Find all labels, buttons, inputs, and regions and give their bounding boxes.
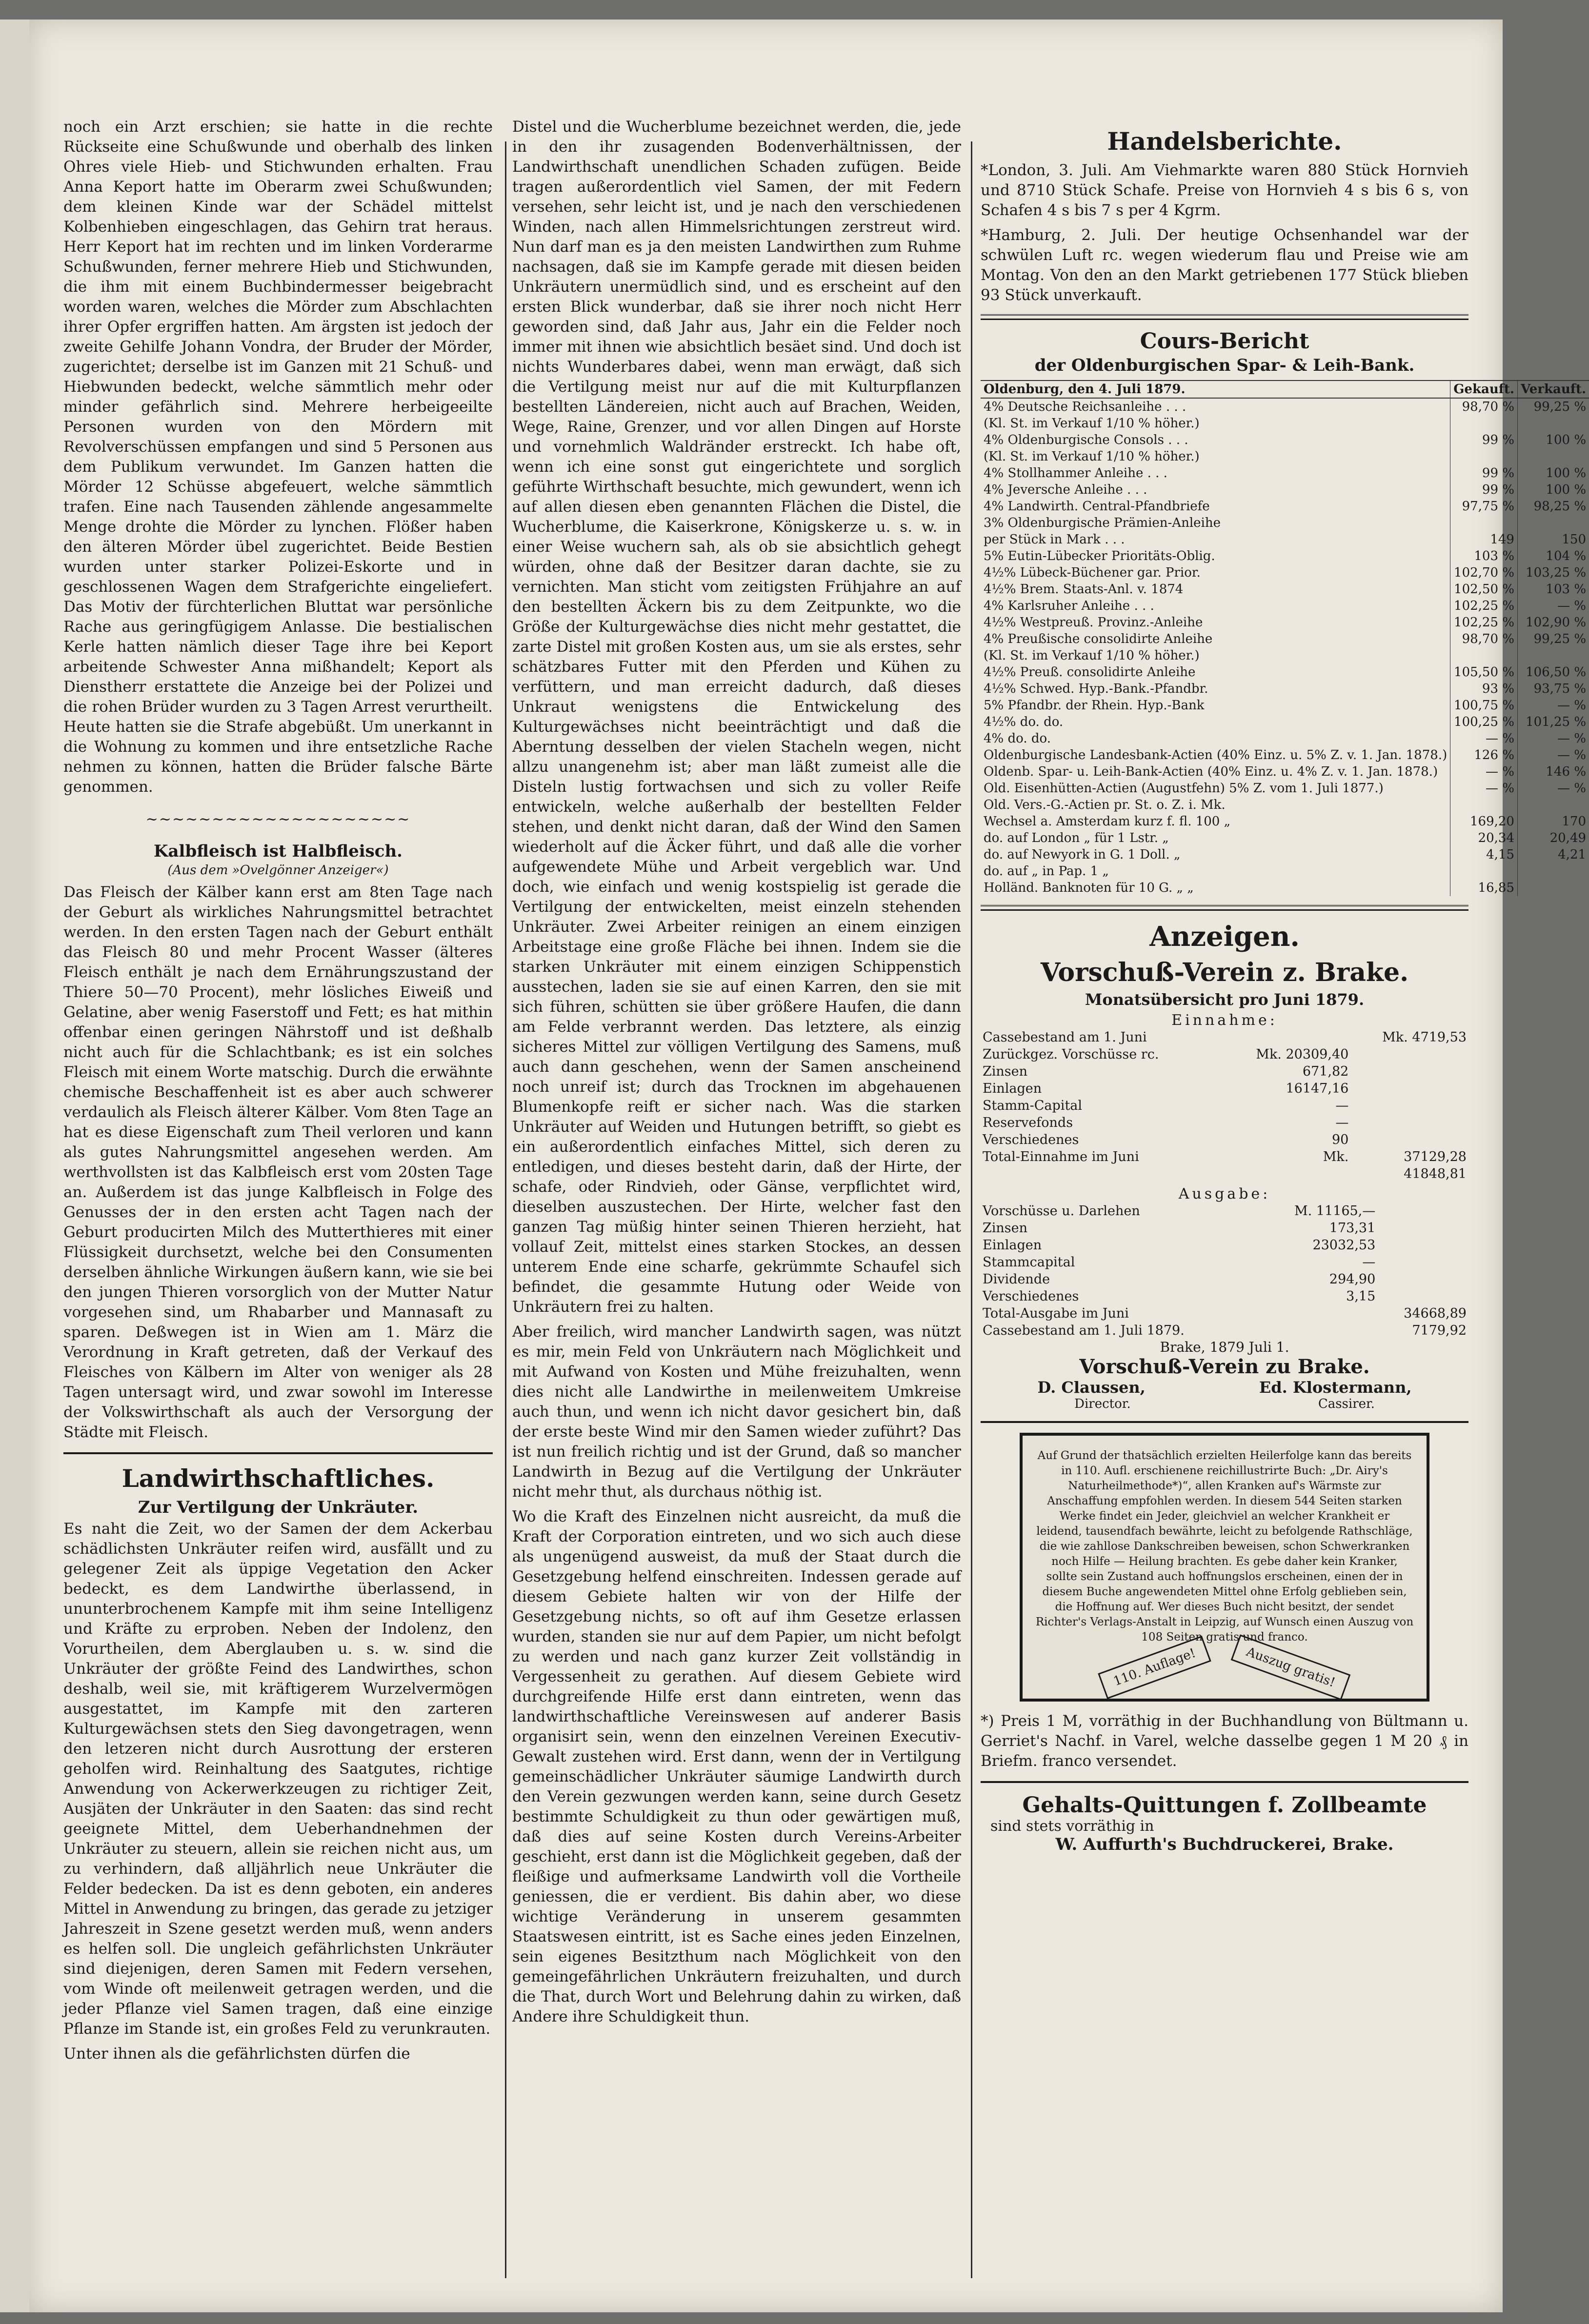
ausgabe-row-cell: Zinsen	[983, 1221, 1028, 1236]
cours-row-cell: 102,90 %	[1526, 615, 1587, 630]
stamp-auszug: Auszug gratis!	[1231, 1634, 1351, 1700]
stamp-auflage: 110. Auflage!	[1098, 1636, 1211, 1699]
ausgabe-row-cell	[1377, 1237, 1468, 1254]
vorschuss-footer: Vorschuß-Verein zu Brake.	[1079, 1355, 1370, 1378]
cours-row-cell: 4% Deutsche Reichsanleihe . . .	[981, 398, 1450, 415]
ausgabe-row	[981, 1305, 1468, 1322]
column-rule	[505, 141, 506, 2278]
monatsuebersicht: Monatsübersicht pro Juni 1879.	[1085, 990, 1365, 1009]
ausgabe-heading: Ausgabe:	[1178, 1185, 1271, 1202]
cours-row	[981, 681, 1589, 697]
article-continuation: noch ein Arzt erschien; sie hatte in die rechte Rückseite eine Schußwunde und oberhalb des linken Ohres viele Hieb- und Stichwunden erhalten. Frau Anna Keport hatte im Oberarm zwei Schußwunden; dem kleinen Kinde war der Schädel mittelst Kolbenhieben eingeschlagen, das Gehirn trat heraus. Herr Keport hat im rechten und im linken Vorderarme Schußwunden, ferner mehrere Hieb und Stichwunden, die ihm mit einem Buchbindermesser beigebracht worden waren, welches die Mörder zum Abschlachten ihrer Opfer ergriffen hatten. Am ärgsten ist jedoch der zweite Gehilfe Johann Vondra, der Bruder der Mörder, zugerichtet; derselbe ist im Ganzen mit 21 Schuß- und Hiebwunden bedeckt, welche sämmtlich mehr oder minder gefährlich sind. Mehrere herbeigeeilte Personen wurden von den Mördern mit Revolverschüssen empfangen und sind 5 Personen aus dem Publikum verwundet. Im Ganzen hatten die Mörder 12 Schüsse abgefeuert, welche sämmtlich trafen. Eine nach Tausenden zählende angesammelte Menge drohte die Mörder zu lynchen. Flößer haben den älteren Mörder übel zugerichtet. Beide Bestien wurden unter starker Polizei-Eskorte und in geschlossenen Wagen dem Strafgerichte eingeliefert. Das Motiv der fürchterlichen Bluttat war persönliche Rache aus geringfügigem Anlasse. Die bestialischen Kerle hatten nämlich dieser Tage ihre bei Keport arbeitende Schwester Anna mißhandelt; Keport als Dienstherr erstattete die Anzeige bei der Polizei und die rohen Brüder wurden zu 3 Tagen Arrest verurtheilt. Heute hatten sie die Strafe abgebüßt. Um unerkannt in die Wohnung zu kommen und ihre entsetzliche Rache nehmen zu können, hatten die Brüder falsche Bärte genommen.	[63, 118, 493, 796]
landwirthschaft-subtitle: Zur Vertilgung der Unkräuter.	[138, 1498, 419, 1517]
cours-row	[981, 880, 1589, 896]
cours-row-cell: — %	[1557, 698, 1587, 713]
ausgabe-row-cell: Stammcapital	[983, 1255, 1075, 1270]
landwirthschaft-heading: Landwirthschaftliches.	[121, 1464, 435, 1493]
cours-row	[981, 515, 1589, 531]
einnahme-row-cell: Stamm-Capital	[983, 1098, 1083, 1113]
cours-row-cell: do. auf Newyork in G. 1 Doll. „	[981, 846, 1450, 863]
cours-row	[981, 432, 1589, 448]
unkraut-text-3: Wo die Kraft des Einzelnen nicht ausreicht, da muß die Kraft der Corporation eintreten, und wo sich auch diese als ungenügend ausweist, da muß der Staat durch die Gesetzgebung helfend einschreiten. Indessen gerade auf diesem Gebiete halten wir von der Hilfe der Gesetzgebung nichts, so oft auf ihm Gesetze erlassen wurden, standen sie nur auf dem Papier, um nicht befolgt zu werden und nach ganz kurzer Zeit vollständig in Vergessenheit zu gerathen. Auf diesem Gebiete wird durchgreifende Hilfe erst dann eintreten, wenn das landwirthschaftliche Vereinswesen auf anderer Basis organisirt sein, wenn den einzelnen Vereinen Executiv-Gewalt zustehen wird. Erst dann, wenn der in Vertilgung gemeinschädlicher Unkräuter säumige Landwirth durch den Verein gezwungen werden kann, seine durch Gesetz bestimmte Schuldigkeit zu thun oder gewärtigen muß, daß dies auf seine Kosten durch Vereins-Arbeiter geschieht, erst dann ist die Möglichkeit gegeben, daß der fleißige und aufmerksame Landwirth voll die Vortheile geniessen, die er verdient. Bis dahin aber, wo diese wichtige Veränderung in unserem gesammten Staatswesen eintritt, ist es Sache eines jeden Einzelnen, sein eigenes Besitzthum nach Möglichkeit von den gemeingefährlichen Unkräutern freizuhalten, und durch die That, durch Wort und Belehrung dahin zu wirken, daß Andere ihre Schuldigkeit thun.	[512, 1508, 961, 2025]
ausgabe-row	[981, 1322, 1468, 1339]
cours-row	[981, 598, 1589, 614]
cours-row-cell: 98,70 %	[1450, 398, 1518, 415]
cours-header-row	[981, 381, 1589, 398]
cours-row	[981, 813, 1589, 830]
cours-row	[981, 581, 1589, 598]
cours-row-cell: 98,70 %	[1450, 631, 1518, 647]
ausgabe-row	[981, 1254, 1468, 1271]
cours-row	[981, 448, 1589, 465]
einnahme-row-cell	[1350, 1046, 1468, 1063]
einnahme-row-cell	[1222, 1165, 1351, 1182]
section-divider	[981, 314, 1468, 320]
cours-row	[981, 614, 1589, 631]
cours-row-cell: 97,75 %	[1450, 498, 1518, 515]
separator: ~~~~~~~~~~~~~~~~~~~~	[145, 811, 411, 828]
cours-row-cell: 4½% Lübeck-Büchener gar. Prior.	[981, 564, 1450, 581]
ausgabe-row-cell	[1377, 1220, 1468, 1237]
handels-hamburg: *Hamburg, 2. Juli. Der heutige Ochsenhandel war der schwülen Luft rc. wegen wiederum flau und Preise wie am Montag. Von den an den Markt getriebenen 177 Stück blieben 93 Stück unverkauft.	[981, 226, 1468, 304]
einnahme-row-cell	[1350, 1114, 1468, 1131]
cours-row-cell: — %	[1557, 748, 1587, 762]
unkraut-text-2: Aber freilich, wird mancher Landwirth sagen, was nützt es mir, mein Feld von Unkräutern nach Möglichkeit und mit Aufwand von Kosten und Mühe freizuhalten, wenn dies nicht alle Landwirthe in meilenweitem Umkreise auch thun, und wenn ich nicht davor gesichert bin, daß der erste beste Wind mir den Samen wieder zuführt? Das ist nun freilich richtig und ist der Grund, daß so mancher Landwirth in Bezug auf die Vertilgung der Unkräuter nicht mehr thut, als durchaus nöthig ist.	[512, 1323, 961, 1501]
unkraut-text-1: Distel und die Wucherblume bezeichnet werden, die, jede in den ihr zusagenden Bodenverhältnissen, der Landwirthschaft unendlichen Schaden zufügen. Beide tragen außerordentlich viel Samen, der mit Federn versehen, sehr leicht ist, und je nach den verschiedenen Winden, nach allen Himmelsrichtungen zerstreut wird. Nun darf man es ja den meisten Landwirthen zum Ruhme nachsagen, daß sie im Kampfe gerade mit diesen beiden Unkräutern unermüdlich sind, und es erscheint auf den ersten Blick wunderbar, daß sie ihrer noch nicht Herr geworden sind, daß Jahr aus, Jahr ein die Felder noch immer mit ihnen wie absichtlich besäet sind. Und doch ist nichts Wunderbares dabei, wenn man erwägt, daß sich die Vertilgung meist nur auf die mit Kulturpflanzen bestellten Ländereien, nicht auch auf Brachen, Weiden, Wege, Raine, Grenzer, und vor allen Dingen auf Horste und vornehmlich Waldränder erstreckt. Ich habe oft, wenn ich eine sonst gut eingerichtete und sorglich geführte Wirthschaft besuchte, mich gewundert, wenn ich auf allen diesen eben genannten Flächen die Distel, die Wucherblume, die Kaiserkrone, Königskerze u. s. w. in einer Weise wuchern sah, als ob sie absichtlich gehegt würden, ohne daß der Besitzer daran dachte, sie zu vernichten. Man sticht vom zeitigsten Frühjahre an auf den bestellten Äckern bis zu dem Zeitpunkte, wo die Größe der Kulturgewächse dies nicht mehr gestattet, die zarte Distel mit großen Kosten aus, um sie als erstes, sehr schätzbares Futter mit den Pferden und Kühen zu verfüttern, und man erreicht dadurch, daß dieses Unkraut wenigstens die Entwickelung des Kulturgewächses nicht beeinträchtigt und daß die Aberntung desselben der vielen Stacheln wegen, nicht allzu unangenehm ist; aber man läßt zumeist alle die Disteln lustig fortwachsen und sich zu voller Reife entwickeln, welche außerhalb der bestellten Felder stehen, und denkt nicht daran, daß der Wind den Samen wiederholt auf die Äcker führt, und daß alle die vorher aufgewendete Mühe und Arbeit vergeblich war. Und doch, wie einfach und wenig kostspielig ist gerade die Vertilgung der entwickelten, meist einzeln stehenden Unkräuter. Zwei Arbeiter reinigen an einem einzigen Arbeitstage eine große Fläche bei ihnen. Indem sie die starken Unkräuter mit einem einzigen Schippenstich ausstechen, laden sie sie auf einen Karren, den sie mit sich führen, schütten sie über größere Haufen, die dann am Felde verbrannt werden. Das letztere, als einzig sicheres Mittel zur völligen Vertilgung des Samens, muß auch dann geschehen, wenn der Samen anscheinend noch unreif ist; durch das Trocknen im abgehauenen Blumenkopfe reift er sicher nach. Was die starken Unkräuter auf Weiden und Hutungen betrifft, so giebt es ein außerordentlich einfaches Mittel, sich deren zu entledigen, und dieses besteht darin, daß der Hirte, der schafe, oder Rindvieh, oder Gänse, verpflichtet wird, dieselben auszustechen. Der Hirte, welcher fast den ganzen Tag müßig hinter seinen Thieren herzieht, hat vollauf Zeit, mittelst eines starken Stockes, an dessen unterem Ende eine scharfe, gekrümmte Schaufel sich befindet, die gesammte Hutung oder Weide von Unkräutern frei zu halten.	[512, 118, 961, 1316]
ausgabe-row-cell	[1261, 1305, 1377, 1322]
role-director: Director.	[1074, 1397, 1131, 1411]
cours-row	[981, 730, 1589, 747]
cours-row-cell: Oldenb. Spar- u. Leih-Bank-Actien (40% Einz. u. 4% Z. v. 1. Jan. 1878.)	[981, 763, 1450, 780]
gehalts-firm: W. Auffurth's Buchdruckerei, Brake.	[1055, 1835, 1394, 1854]
cours-row	[981, 664, 1589, 681]
cours-row-cell: 103 %	[1546, 582, 1587, 597]
ausgabe-row-cell: 173,31	[1329, 1221, 1376, 1236]
cours-row-cell: 99,25 %	[1533, 400, 1587, 414]
einnahme-row-cell	[1222, 1029, 1351, 1046]
cours-row-cell: 169,20	[1450, 813, 1518, 830]
cours-row	[981, 531, 1589, 548]
brake-date: Brake, 1879 Juli 1.	[1160, 1339, 1289, 1355]
signer-cassirer: Ed. Klostermann,	[1259, 1378, 1412, 1397]
cours-row-cell: do. auf „ in Pap. 1 „	[981, 863, 1450, 880]
column-right	[981, 117, 1587, 2278]
ausgabe-row-cell: 7179,92	[1412, 1323, 1467, 1338]
cours-row-cell: 126 %	[1450, 747, 1518, 763]
einnahme-row-cell	[1350, 1080, 1468, 1097]
cours-row-cell: 4% Stollhammer Anleihe . . .	[981, 465, 1450, 481]
cours-row-cell	[1450, 415, 1518, 432]
cours-header-cell: Oldenburg, den 4. Juli 1879.	[981, 381, 1450, 398]
cours-row-cell: 105,50 %	[1450, 664, 1518, 681]
cours-row-cell: 102,25 %	[1450, 614, 1518, 631]
cours-row-cell: 100 %	[1546, 433, 1587, 447]
einnahme-row-cell: Zinsen	[983, 1064, 1028, 1079]
kalbfleisch-source: (Aus dem »Ovelgönner Anzeiger«)	[167, 863, 389, 878]
cours-row-cell: per Stück in Mark . . .	[981, 531, 1450, 548]
einnahme-row-cell: 90	[1331, 1132, 1349, 1147]
cours-row	[981, 631, 1589, 647]
cours-row-cell: — %	[1450, 763, 1518, 780]
cours-row-cell: 4% Karlsruher Anleihe . . .	[981, 598, 1450, 614]
cours-row-cell: — %	[1557, 599, 1587, 613]
ausgabe-row	[981, 1202, 1468, 1220]
cours-row-cell: — %	[1450, 730, 1518, 747]
cours-row-cell	[1450, 515, 1518, 531]
section-divider	[63, 1452, 493, 1454]
cours-row-cell: 102,25 %	[1450, 598, 1518, 614]
einnahme-row-cell: —	[1335, 1098, 1349, 1113]
einnahme-row-cell: Mk. 20309,40	[1256, 1047, 1349, 1062]
cours-row-cell: 20,34	[1450, 830, 1518, 846]
cours-row-cell: 5% Pfandbr. der Rhein. Hyp.-Bank	[981, 697, 1450, 714]
cours-row-cell: Wechsel a. Amsterdam kurz f. fl. 100 „	[981, 813, 1450, 830]
einnahme-row-cell: Reservefonds	[983, 1115, 1073, 1130]
cours-row-cell: 99 %	[1450, 432, 1518, 448]
kalbfleisch-text: Das Fleisch der Kälber kann erst am 8ten Tage nach der Geburt als wirkliches Nahrungsmittel betrachtet werden. In den ersten Tagen nach der Geburt enthält das Fleisch 80 und mehr Procent Wasser (älteres Fleisch enthält je nach dem Ernährungszustand der Thiere 50—70 Procent), mehr lösliches Eiweiß und Gelatine, aber wenig Faserstoff und Fett; es hat mithin offenbar einen geringen Nährstoff und ist deßhalb nicht auch für die Schlachtbank; es ist ein solches Fleisch mit einem Worte matschig. Durch die erwähnte chemische Beschaffenheit ist es aber auch schwerer verdaulich als Fleisch älterer Kälber. Vom 8ten Tage an hat es diese Eigenschaft zum Theil verloren und kann als gutes Nahrungsmittel angesehen werden. Am werthvollsten ist das Kalbfleisch erst vom 20sten Tage an. Außerdem ist das junge Kalbfleisch in Folge des Genusses der in den ersten acht Tagen nach der Geburt producirten Milch des Mutterthieres mit einer Flüssigkeit durchsetzt, welche bei den Consumenten derselben ähnliche Wirkungen äußern kann, wie sie bei den jungen Thieren vorsorglich von der Mutter Natur vorgesehen sind, um Rhabarber und Mannasaft zu sparen. Deßwegen ist in Wien am 1. März die Verordnung in Kraft getreten, daß der Verkauf des Fleisches von Kälbern im Alter von weniger als 28 Tagen untersagt wird, und zwar sowohl im Interesse der Volkswirthschaft als auch der Versorgung der Städte mit Fleisch.	[63, 883, 493, 1441]
ausgabe-row	[981, 1237, 1468, 1254]
cours-row-cell: — %	[1557, 781, 1587, 796]
cours-row-cell	[1450, 448, 1518, 465]
ad-stamps	[1035, 1644, 1414, 1690]
cours-row-cell: 100 %	[1546, 466, 1587, 481]
einnahme-row-cell: 16147,16	[1286, 1081, 1349, 1096]
cours-row	[981, 830, 1589, 846]
cours-row-cell	[1450, 647, 1518, 664]
cours-row-cell	[1517, 863, 1589, 880]
cours-row-cell: Oldenburgische Landesbank-Actien (40% Einz. u. 5% Z. v. 1. Jan. 1878.)	[981, 747, 1450, 763]
cours-row-cell: — %	[1450, 780, 1518, 797]
ausgabe-row-cell: 294,90	[1329, 1272, 1376, 1287]
einnahme-row-cell	[1350, 1097, 1468, 1114]
cours-row	[981, 465, 1589, 481]
cours-row-cell: 102,50 %	[1450, 581, 1518, 598]
cours-row	[981, 763, 1589, 780]
ausgabe-row-cell	[1377, 1271, 1468, 1288]
cours-row-cell: 146 %	[1546, 764, 1587, 779]
cours-row-cell: Old. Eisenhütten-Actien (Augustfehn) 5% Z. vom 1. Juli 1877.)	[981, 780, 1450, 797]
cours-header-cell: Verkauft.	[1517, 381, 1589, 398]
cours-row-cell: (Kl. St. im Verkauf 1/10 % höher.)	[981, 647, 1450, 664]
cours-row-cell: 4% Landwirth. Central-Pfandbriefe	[981, 498, 1450, 515]
cours-row-cell: 4% Oldenburgische Consols . . .	[981, 432, 1450, 448]
cours-row-cell	[1450, 797, 1518, 813]
cours-row	[981, 415, 1589, 432]
cours-row-cell: Holländ. Banknoten für 10 G. „ „	[981, 880, 1450, 896]
einnahme-row	[981, 1029, 1468, 1046]
column-left	[63, 117, 493, 2278]
signers	[981, 1378, 1468, 1397]
gehalts-title: Gehalts-Quittungen f. Zollbeamte	[1022, 1793, 1427, 1818]
cours-row	[981, 548, 1589, 564]
einnahme-row-cell: 41848,81	[1404, 1166, 1467, 1182]
ausgabe-row-cell	[1261, 1322, 1377, 1339]
cours-row-cell: 4½% do. do.	[981, 714, 1450, 730]
newspaper-page	[29, 20, 1587, 2312]
ausgabe-row	[981, 1220, 1468, 1237]
cours-row-cell: 4% Jeversche Anleihe . . .	[981, 481, 1450, 498]
cours-row-cell: 4,15	[1450, 846, 1518, 863]
ausgabe-row-cell: Verschiedenes	[983, 1289, 1079, 1304]
landwirthschaft-text: Es naht die Zeit, wo der Samen der dem Ackerbau schädlichsten Unkräuter reifen wird, ausfällt und zu gelegener Zeit als üppige Vegetation den Acker bedeckt, es dem Landwirthe überlassend, in ununterbrochenem Kampfe mit ihm seine Intelligenz und Kräfte zu erproben. Neben der Indolenz, den Vorurtheilen, dem Aberglauben u. s. w. sind die Unkräuter der größte Feind des Landwirthes, schon deshalb, weil sie, mit kräftigerem Wurzelvermögen ausgestattet, im Kampfe mit den zarteren Kulturgewächsen stets den Sieg davongetragen, wenn den letzeren nicht durch Ausrottung der ersteren geholfen wird. Reinhaltung des Saatgutes, richtige Anwendung von Ackerwerkzeugen zu richtiger Zeit, Ausjäten der Unkräuter in den Saaten: das sind recht geeignete Mittel, dem Ueberhandnehmen der Unkräuter zu steuern, allein sie reichen nicht aus, um zu verhindern, daß alljährlich neue Unkräuter die Felder bedecken. Da ist es denn geboten, ein anderes Mittel in Anwendung zu bringen, das gerade zu jetziger Jahreszeit in Szene gesetzt werden muß, wenn anders es helfen soll. Die ungleich gefährlichsten Unkräuter sind diejenigen, deren Samen mit Federn versehen, vom Winde oft meilenweit getragen werden, und die jeder Pflanze viel Samen tragen, daß eine einzige Pflanze im Stande ist, ein großes Feld zu verunkrauten.	[63, 1520, 493, 2038]
einnahme-row-cell: —	[1335, 1115, 1349, 1130]
cours-row-cell: 99 %	[1450, 465, 1518, 481]
cours-body	[981, 398, 1589, 896]
cours-row-cell: 103,25 %	[1526, 565, 1587, 580]
column-rule	[971, 141, 972, 2278]
einnahme-row-cell: Mk.	[1323, 1149, 1349, 1164]
cours-row	[981, 747, 1589, 763]
cours-row-cell: 101,25 %	[1526, 715, 1587, 729]
signer-director: D. Claussen,	[1037, 1378, 1146, 1397]
cours-row-cell: do. auf London „ für 1 Lstr. „	[981, 830, 1450, 846]
cours-row-cell	[1517, 515, 1589, 531]
einnahme-row	[981, 1131, 1468, 1148]
kalbfleisch-title: Kalbfleisch ist Halbfleisch.	[153, 841, 403, 861]
cours-row-cell: 4½% Brem. Staats-Anl. v. 1874	[981, 581, 1450, 598]
cours-row-cell: 4½% Preuß. consolidirte Anleihe	[981, 664, 1450, 681]
vorschuss-title: Vorschuß-Verein z. Brake.	[1040, 958, 1409, 987]
cours-row-cell: 100,25 %	[1450, 714, 1518, 730]
ausgabe-row-cell: 23032,53	[1312, 1238, 1376, 1253]
cours-row-cell: 4,21	[1558, 847, 1587, 862]
cours-row	[981, 846, 1589, 863]
cours-row-cell: 99,25 %	[1533, 632, 1587, 646]
cours-row-cell	[1517, 415, 1589, 432]
section-divider	[981, 905, 1468, 911]
ausgabe-row-cell: Total-Ausgabe im Juni	[983, 1306, 1129, 1321]
cours-row-cell	[1450, 863, 1518, 880]
ausgabe-row	[981, 1271, 1468, 1288]
anzeigen-heading: Anzeigen.	[1149, 921, 1300, 953]
ausgabe-row-cell: Einlagen	[983, 1238, 1042, 1253]
airy-advertisement	[1020, 1433, 1429, 1702]
ausgabe-row-cell: Vorschüsse u. Darlehen	[983, 1203, 1140, 1219]
ausgabe-row-cell	[1377, 1254, 1468, 1271]
cours-row-cell: 99 %	[1450, 481, 1518, 498]
section-divider	[981, 1421, 1468, 1423]
cours-row-cell: 4½% Westpreuß. Provinz.-Anleihe	[981, 614, 1450, 631]
cours-row-cell: 93,75 %	[1533, 681, 1587, 696]
cours-subtitle: der Oldenburgischen Spar- & Leih-Bank.	[1034, 356, 1415, 375]
einnahme-row-cell: Mk. 4719,53	[1382, 1030, 1467, 1045]
ausgabe-row-cell	[1377, 1202, 1468, 1220]
signer-roles	[981, 1397, 1468, 1411]
cours-row-cell: 102,70 %	[1450, 564, 1518, 581]
cours-row-cell: Old. Vers.-G.-Actien pr. St. o. Z. i. Mk.	[981, 797, 1450, 813]
cours-row-cell: 98,25 %	[1533, 499, 1587, 514]
cours-row-cell: 170	[1562, 814, 1587, 829]
ausgabe-table	[981, 1202, 1468, 1339]
einnahme-row-cell	[1350, 1131, 1468, 1148]
cours-row-cell: (Kl. St. im Verkauf 1/10 % höher.)	[981, 415, 1450, 432]
cours-row-cell: 100 %	[1546, 482, 1587, 497]
section-divider	[981, 1781, 1468, 1783]
ausgabe-row-cell: M. 11165,—	[1294, 1203, 1376, 1219]
cours-row	[981, 797, 1589, 813]
einnahme-row	[981, 1114, 1468, 1131]
ausgabe-row-cell: 34668,89	[1404, 1306, 1467, 1321]
cours-row-cell: 106,50 %	[1526, 665, 1587, 680]
handels-london: *London, 3. Juli. Am Viehmarkte waren 880 Stück Hornvieh und 8710 Stück Schafe. Preise von Hornvieh 4 s bis 6 s, von Schafen 4 s bis 7 s per 4 Kgrm.	[981, 161, 1468, 219]
cours-row-cell	[1517, 647, 1589, 664]
einnahme-table	[981, 1029, 1468, 1182]
cours-row-cell: 150	[1562, 532, 1587, 547]
cours-row-cell: 20,49	[1549, 831, 1587, 845]
cours-row	[981, 714, 1589, 730]
cours-table	[981, 380, 1589, 896]
cours-row-cell: — %	[1557, 731, 1587, 746]
einnahme-row-cell	[981, 1165, 1222, 1182]
cours-row	[981, 481, 1589, 498]
ad-text: Auf Grund der thatsächlich erzielten Heilerfolge kann das bereits in 110. Aufl. erschienene reichillustrirte Buch: „Dr. Airy's Naturheilmethode*)“, allen Kranken auf's Wärmste zur Anschaffung empfohlen werden. In diesem 544 Seiten starken Werke findet ein Jeder, gleichviel an welcher Krankheit er leidend, tausendfach bewährte, leicht zu befolgende Rathschläge, die wie zahllose Dankschreiben beweisen, schon Schwerkranken noch Hilfe — Heilung brachten. Es gebe daher kein Kranker, sollte sein Zustand auch hoffnungslos erscheinen, einen der in diesem Buche angewendeten Mittel ohne Erfolg geblieben sein, die Hoffnung auf. Wer dieses Buch nicht besitzt, der sendet Richter's Verlags-Anstalt in Leipzig, auf Wunsch einen Auszug von 108 Seiten gratis und franco.	[1035, 1449, 1414, 1643]
einnahme-row-cell: 37129,28	[1404, 1149, 1467, 1164]
einnahme-row-cell: Einlagen	[983, 1081, 1042, 1096]
einnahme-row-cell: Zurückgez. Vorschüsse rc.	[983, 1047, 1159, 1062]
cours-row	[981, 398, 1589, 415]
einnahme-row	[981, 1165, 1468, 1182]
einnahme-row-cell: Total-Einnahme im Juni	[983, 1149, 1139, 1164]
einnahme-row	[981, 1097, 1468, 1114]
einnahme-heading: Einnahme:	[1171, 1012, 1278, 1029]
adjacent-page-edge	[0, 20, 29, 2312]
cours-row-cell: 93 %	[1450, 681, 1518, 697]
column-middle	[512, 117, 961, 2278]
cours-row-cell: 3% Oldenburgische Prämien-Anleihe	[981, 515, 1450, 531]
ausgabe-row-cell	[1377, 1288, 1468, 1305]
handelsberichte-heading: Handelsberichte.	[1107, 127, 1342, 156]
einnahme-row	[981, 1063, 1468, 1080]
cours-row-cell	[1517, 880, 1589, 896]
cours-row-cell: 4½% Schwed. Hyp.-Bank.-Pfandbr.	[981, 681, 1450, 697]
cours-row-cell: 4% do. do.	[981, 730, 1450, 747]
cours-row-cell	[1517, 448, 1589, 465]
role-cassirer: Cassirer.	[1318, 1397, 1375, 1411]
einnahme-row-cell: Verschiedenes	[983, 1132, 1079, 1147]
ad-footnote: *) Preis 1 M, vorräthig in der Buchhandlung von Bültmann u. Gerriet's Nachf. in Varel, welche dasselbe gegen 1 M 20 ₰ in Briefm. franco versendet.	[981, 1712, 1468, 1770]
einnahme-row	[981, 1080, 1468, 1097]
ausgabe-row-cell: Dividende	[983, 1272, 1050, 1287]
cours-header-cell: Gekauft.	[1450, 381, 1518, 398]
cours-row-cell: 149	[1450, 531, 1518, 548]
landwirthschaft-text-last: Unter ihnen als die gefährlichsten dürfen die	[63, 2045, 410, 2063]
cours-row	[981, 647, 1589, 664]
cours-row	[981, 498, 1589, 515]
ausgabe-row-cell: Cassebestand am 1. Juli 1879.	[983, 1323, 1185, 1338]
cours-row	[981, 780, 1589, 797]
cours-row	[981, 564, 1589, 581]
cours-row-cell: 5% Eutin-Lübecker Prioritäts-Oblig.	[981, 548, 1450, 564]
cours-row-cell: (Kl. St. im Verkauf 1/10 % höher.)	[981, 448, 1450, 465]
cours-row-cell: 100,75 %	[1450, 697, 1518, 714]
ausgabe-row-cell: —	[1362, 1255, 1376, 1270]
cours-row-cell: 4% Preußische consolidirte Anleihe	[981, 631, 1450, 647]
cours-title: Cours-Bericht	[1140, 329, 1309, 354]
cours-row	[981, 697, 1589, 714]
ausgabe-row	[981, 1288, 1468, 1305]
einnahme-row-cell: Cassebestand am 1. Juni	[983, 1030, 1147, 1045]
einnahme-row-cell	[1350, 1063, 1468, 1080]
gehalts-line: sind stets vorräthig in	[990, 1818, 1154, 1835]
cours-row-cell: 104 %	[1546, 549, 1587, 563]
cours-row-cell	[1517, 797, 1589, 813]
cours-row	[981, 863, 1589, 880]
cours-row-cell: 16,85	[1450, 880, 1518, 896]
einnahme-row	[981, 1046, 1468, 1063]
ausgabe-row-cell: 3,15	[1346, 1289, 1376, 1304]
einnahme-row-cell: 671,82	[1302, 1064, 1349, 1079]
einnahme-row	[981, 1148, 1468, 1165]
cours-row-cell: 103 %	[1450, 548, 1518, 564]
